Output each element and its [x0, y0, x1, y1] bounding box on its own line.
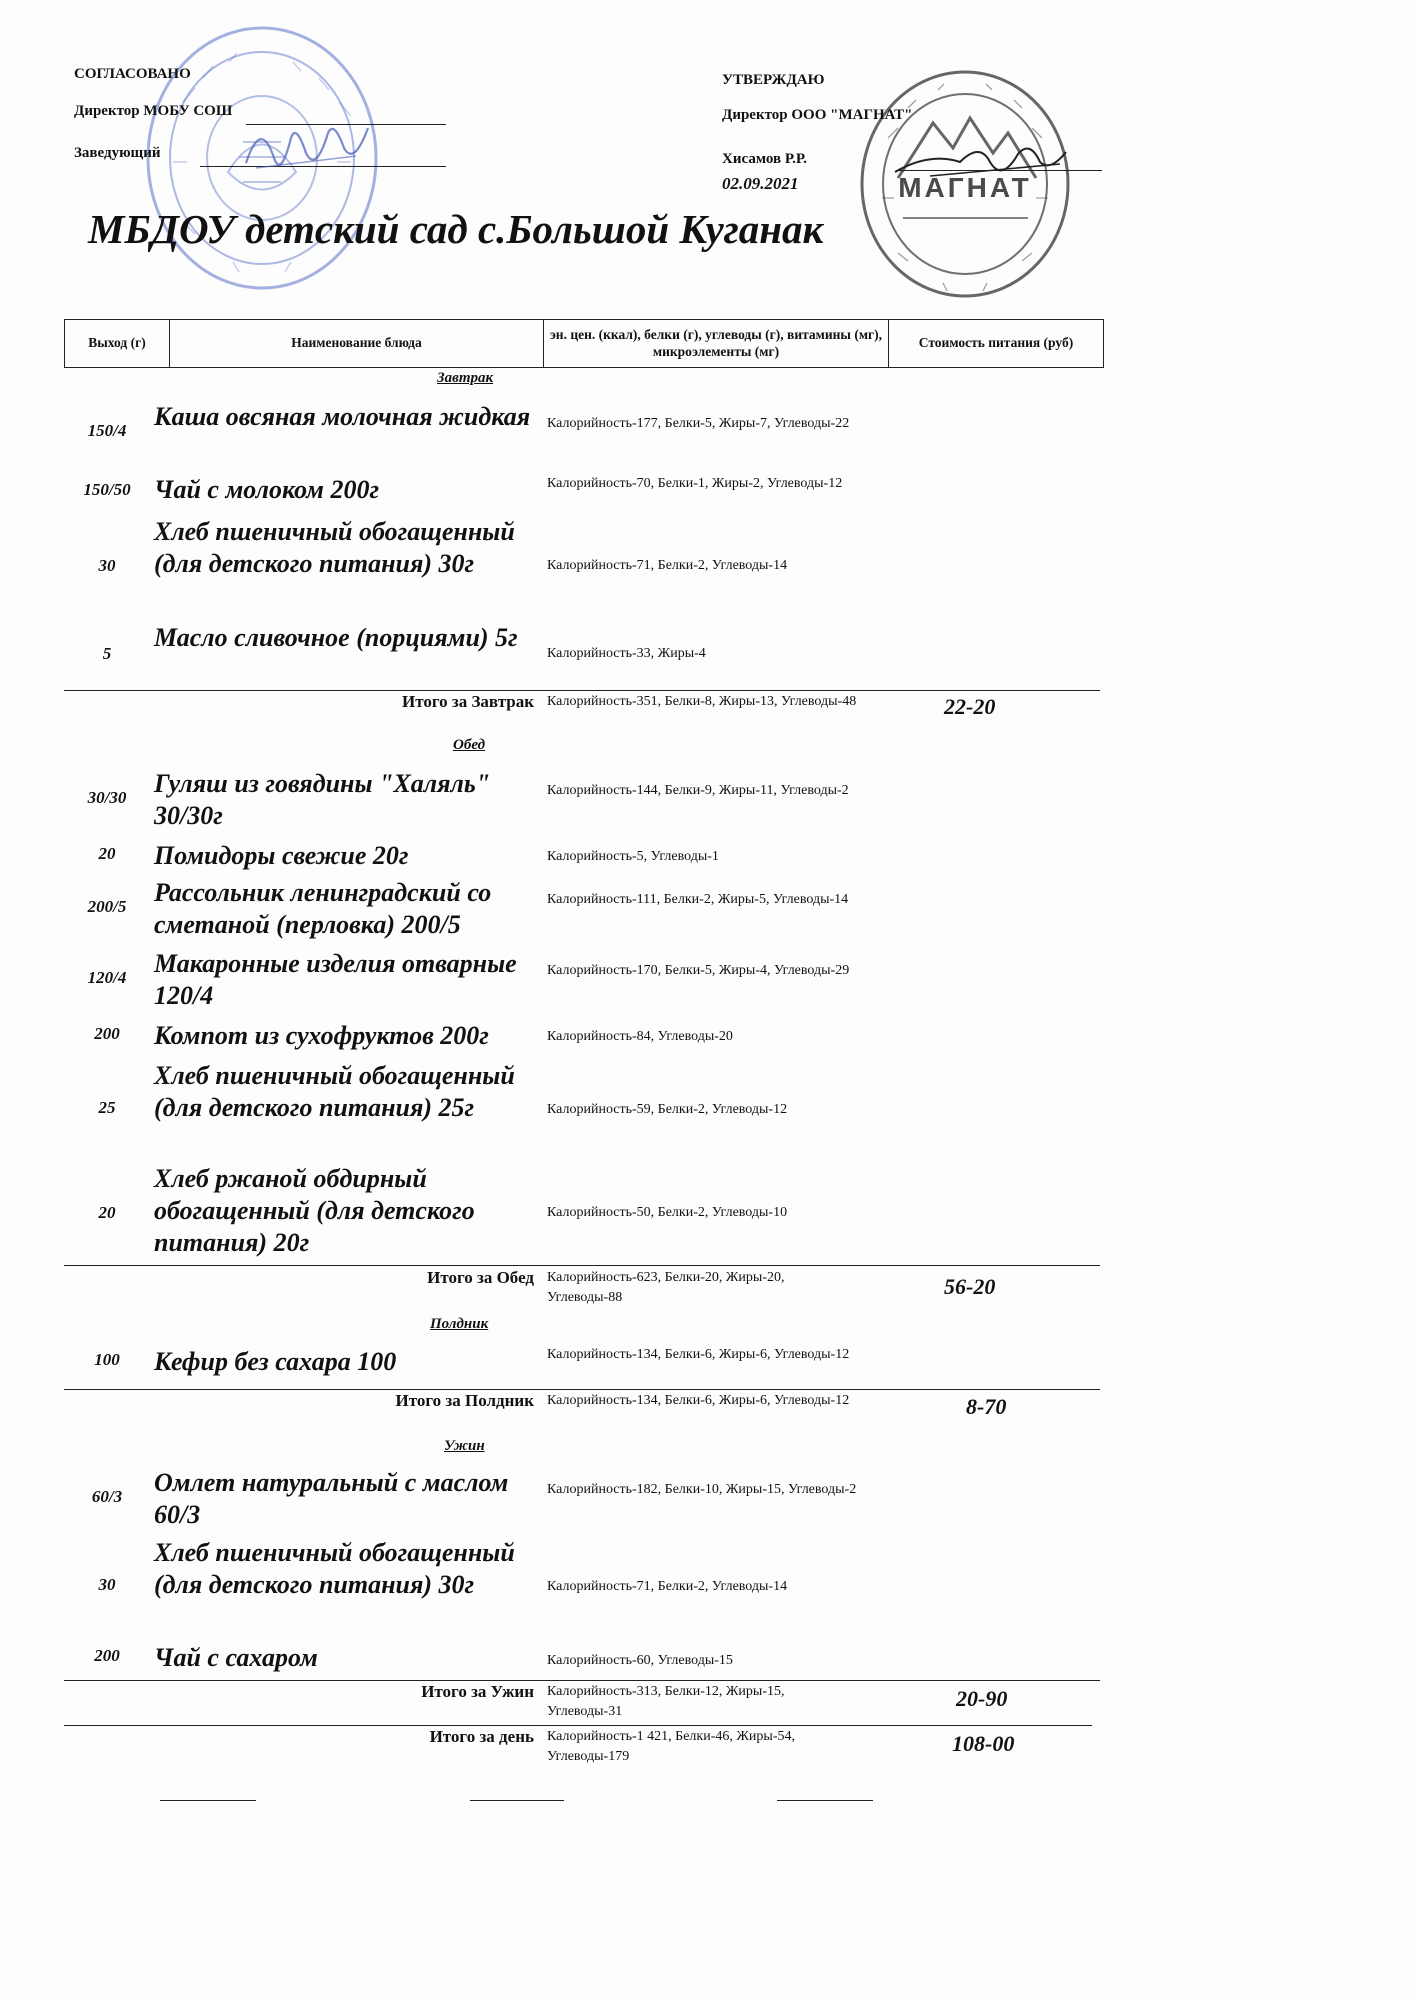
col-cost: Стоимость питания (руб): [888, 320, 1103, 367]
item-nutr: Калорийность-60, Углеводы-15: [547, 1653, 733, 1668]
item-name: Хлеб пшеничный обогащенный (для детского питания) 25г: [154, 1061, 515, 1122]
total-cost: 108-00: [952, 1731, 1015, 1756]
item-nutr: Калорийность-182, Белки-10, Жиры-15, Углеводы-2: [547, 1482, 857, 1497]
total-cost: 20-90: [956, 1686, 1008, 1711]
agreed-head: Заведующий: [74, 145, 161, 161]
table-header: [64, 319, 1104, 368]
col-nutr: эн. цен. (ккал), белки (г), углеводы (г), витамины (мг), микроэлементы (мг): [543, 320, 888, 367]
item-name: Гуляш из говядины "Халяль" 30/30г: [154, 769, 491, 830]
item-name: Хлеб ржаной обдирный обогащенный (для детского питания) 20г: [154, 1164, 475, 1257]
total-nutr: Калорийность-623, Белки-20, Жиры-20, Углеводы-88: [547, 1270, 785, 1305]
item-out: 30: [98, 1575, 116, 1594]
item-out: 150/4: [87, 421, 127, 440]
item-out: 200: [94, 1646, 120, 1665]
item-name: Компот из сухофруктов 200г: [154, 1021, 489, 1050]
item-nutr: Калорийность-111, Белки-2, Жиры-5, Углеводы-14: [547, 892, 849, 907]
total-label: Итого за день: [429, 1727, 534, 1746]
col-out: Выход (г): [88, 335, 146, 351]
item-nutr: Калорийность-50, Белки-2, Углеводы-10: [547, 1205, 788, 1220]
section-dinner: Ужин: [444, 1438, 485, 1454]
signature-left-icon: [236, 108, 376, 188]
total-label: Итого за Ужин: [421, 1682, 534, 1701]
item-out: 150/50: [83, 480, 131, 499]
item-name: Чай с сахаром: [154, 1643, 318, 1672]
item-name: Масло сливочное (порциями) 5г: [154, 623, 518, 652]
total-nutr: Калорийность-134, Белки-6, Жиры-6, Углеводы-12: [547, 1393, 850, 1408]
item-nutr: Калорийность-144, Белки-9, Жиры-11, Углеводы-2: [547, 783, 849, 798]
total-cost: 22-20: [944, 694, 996, 719]
total-cost: 8-70: [966, 1394, 1007, 1419]
item-name: Помидоры свежие 20г: [154, 841, 409, 870]
item-name: Хлеб пшеничный обогащенный (для детского питания) 30г: [154, 1538, 515, 1599]
signature-blank-2: [470, 1800, 564, 1801]
total-cost: 56-20: [944, 1274, 996, 1299]
col-name: Наименование блюда: [169, 320, 543, 367]
item-out: 100: [94, 1350, 120, 1369]
item-nutr: Калорийность-59, Белки-2, Углеводы-12: [547, 1102, 788, 1117]
item-name: Омлет натуральный с маслом 60/3: [154, 1468, 509, 1529]
item-out: 120/4: [87, 968, 127, 987]
item-out: 20: [98, 844, 116, 863]
item-nutr: Калорийность-5, Углеводы-1: [547, 849, 719, 864]
section-snack: Полдник: [430, 1316, 489, 1332]
approve-date: 02.09.2021: [722, 174, 799, 193]
item-nutr: Калорийность-134, Белки-6, Жиры-6, Углеводы-12: [547, 1347, 850, 1362]
signature-right-icon: [890, 132, 1070, 192]
breakfast-total-rule: [64, 690, 1100, 691]
item-out: 30/30: [87, 788, 127, 807]
approve-label: УТВЕРЖДАЮ: [722, 72, 825, 88]
signature-blank-1: [160, 1800, 256, 1801]
page-title: МБДОУ детский сад с.Большой Куганак: [88, 206, 824, 252]
item-nutr: Калорийность-70, Белки-1, Жиры-2, Углеводы-12: [547, 476, 843, 491]
agreed-director: Директор МОБУ СОШ: [74, 103, 233, 119]
item-nutr: Калорийность-170, Белки-5, Жиры-4, Углеводы-29: [547, 963, 850, 978]
section-lunch: Обед: [453, 737, 486, 753]
lunch-total-rule: [64, 1265, 1100, 1266]
item-name: Хлеб пшеничный обогащенный (для детского питания) 30г: [154, 517, 515, 578]
section-breakfast: Завтрак: [437, 370, 494, 386]
approve-name: Хисамов Р.Р.: [722, 151, 807, 167]
stamp-right-brand: МАГНАТ: [898, 172, 1032, 203]
item-out: 60/3: [91, 1487, 123, 1506]
item-out: 5: [102, 644, 112, 663]
total-nutr: Калорийность-1 421, Белки-46, Жиры-54, Углеводы-179: [547, 1729, 795, 1764]
dinner-total-rule: [64, 1680, 1100, 1681]
total-label: Итого за Завтрак: [401, 692, 534, 711]
item-nutr: Калорийность-177, Белки-5, Жиры-7, Углеводы-22: [547, 416, 850, 431]
item-nutr: Калорийность-71, Белки-2, Углеводы-14: [547, 1579, 788, 1594]
item-nutr: Калорийность-84, Углеводы-20: [547, 1029, 733, 1044]
total-nutr: Калорийность-351, Белки-8, Жиры-13, Углеводы-48: [547, 694, 857, 709]
snack-total-rule: [64, 1389, 1100, 1390]
total-nutr: Калорийность-313, Белки-12, Жиры-15, Углеводы-31: [547, 1684, 785, 1719]
approve-director: Директор ООО "МАГНАТ": [722, 107, 913, 123]
item-out: 200: [94, 1024, 120, 1043]
item-name: Рассольник ленинградский со сметаной (перловка) 200/5: [154, 878, 492, 939]
day-total-rule: [64, 1725, 1092, 1726]
total-label: Итого за Полдник: [395, 1391, 534, 1410]
item-name: Кефир без сахара 100: [154, 1347, 397, 1376]
item-out: 200/5: [87, 897, 127, 916]
item-out: 30: [98, 556, 116, 575]
total-label: Итого за Обед: [427, 1268, 534, 1287]
item-out: 20: [98, 1203, 116, 1222]
item-name: Макаронные изделия отварные 120/4: [154, 949, 517, 1010]
item-nutr: Калорийность-71, Белки-2, Углеводы-14: [547, 558, 788, 573]
item-name: Чай с молоком 200г: [154, 475, 380, 504]
signature-blank-3: [777, 1800, 873, 1801]
item-name: Каша овсяная молочная жидкая: [154, 402, 531, 431]
item-nutr: Калорийность-33, Жиры-4: [547, 646, 706, 661]
agreed-label: СОГЛАСОВАНО: [74, 66, 191, 82]
item-out: 25: [98, 1098, 116, 1117]
